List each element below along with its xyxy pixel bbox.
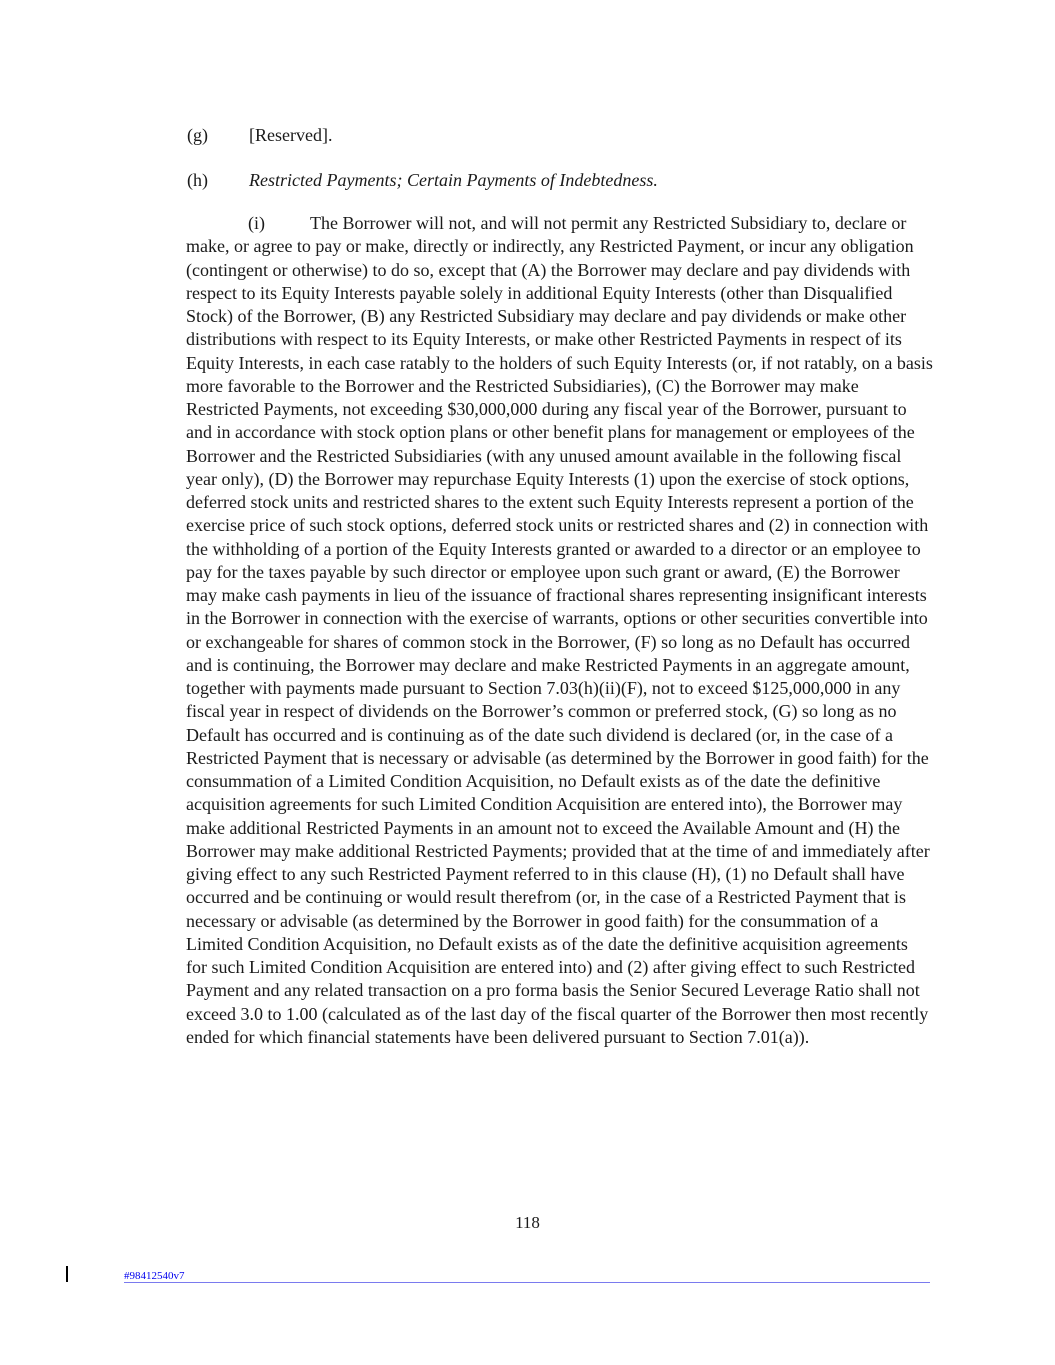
- section-i-marker: (i): [248, 213, 265, 233]
- section-g-text: [Reserved].: [249, 125, 333, 145]
- section-h: [187, 169, 658, 192]
- document-id: #98412540v7: [124, 1270, 185, 1282]
- section-g: [187, 124, 332, 147]
- revision-change-bar: [66, 1266, 68, 1282]
- section-i-paragraph: [186, 212, 933, 1049]
- section-h-marker: (h): [187, 170, 208, 190]
- footer-rule: [124, 1282, 930, 1283]
- page-number: 118: [515, 1213, 540, 1232]
- section-h-title: Restricted Payments; Certain Payments of Indebtedness.: [249, 170, 658, 190]
- section-g-marker: (g): [187, 125, 208, 145]
- section-i-text: The Borrower will not, and will not permit any Restricted Subsidiary to, declare or make, or agree to pay or make, directly or indirectly, any Restricted Payment, or incur any obligation (contingent or otherwise) to do so, except that (A) the Borrower may declare and pay dividends with respect to its Equity Interests payable solely in additional Equity Interests (other than Disqualified Stock) of the Borrower, (B) any Restricted Subsidiary may declare and pay dividends or make other distributions with respect to its Equity Interests, or make other Restricted Payments in respect of its Equity Interests, in each case ratably to the holders of such Equity Interests (or, if not ratably, on a basis more favorable to the Borrower and the Restricted Subsidiaries), (C) the Borrower may make Restricted Payments, not exceeding $30,000,000 during any fiscal year of the Borrower, pursuant to and in accordance with stock option plans or other benefit plans for management or employees of the Borrower and the Restricted Subsidiaries (with any unused amount available in the following fiscal year only), (D) the Borrower may repurchase Equity Interests (1) upon the exercise of stock options, deferred stock units and restricted shares to the extent such Equity Interests represent a portion of the exercise price of such stock options, deferred stock units or restricted shares and (2) in connection with the withholding of a portion of the Equity Interests granted or awarded to a director or an employee to pay for the taxes payable by such director or employee upon such grant or award, (E) the Borrower may make cash payments in lieu of the issuance of fractional shares representing insignificant interests in the Borrower in connection with the exercise of warrants, options or other securities convertible into or exchangeable for shares of common stock in the Borrower, (F) so long as no Default has occurred and is continuing, the Borrower may declare and make Restricted Payments in an aggregate amount, together with payments made pursuant to Section 7.03(h)(ii)(F), not to exceed $125,000,000 in any fiscal year in respect of dividends on the Borrower’s common or preferred stock, (G) so long as no Default has occurred and is continuing as of the date such dividend is declared (or, in the case of a Restricted Payment that is necessary or advisable (as determined by the Borrower in good faith) for the consummation of a Limited Condition Acquisition, no Default exists as of the date the definitive acquisition agreements for such Limited Condition Acquisition are entered into), the Borrower may make additional Restricted Payments in an amount not to exceed the Available Amount and (H) the Borrower may make additional Restricted Payments; provided that at the time of and immediately after giving effect to any such Restricted Payment referred to in this clause (H), (1) no Default shall have occurred and be continuing or would result therefrom (or, in the case of a Restricted Payment that is necessary or advisable (as determined by the Borrower in good faith) for the consummation of a Limited Condition Acquisition, no Default exists as of the date the definitive acquisition agreements for such Limited Condition Acquisition are entered into) and (2) after giving effect to such Restricted Payment and any related transaction on a pro forma basis the Senior Secured Leverage Ratio shall not exceed 3.0 to 1.00 (calculated as of the last day of the fiscal quarter of the Borrower then most recently ended for which financial statements have been delivered pursuant to Section 7.01(a)).: [186, 213, 933, 1047]
